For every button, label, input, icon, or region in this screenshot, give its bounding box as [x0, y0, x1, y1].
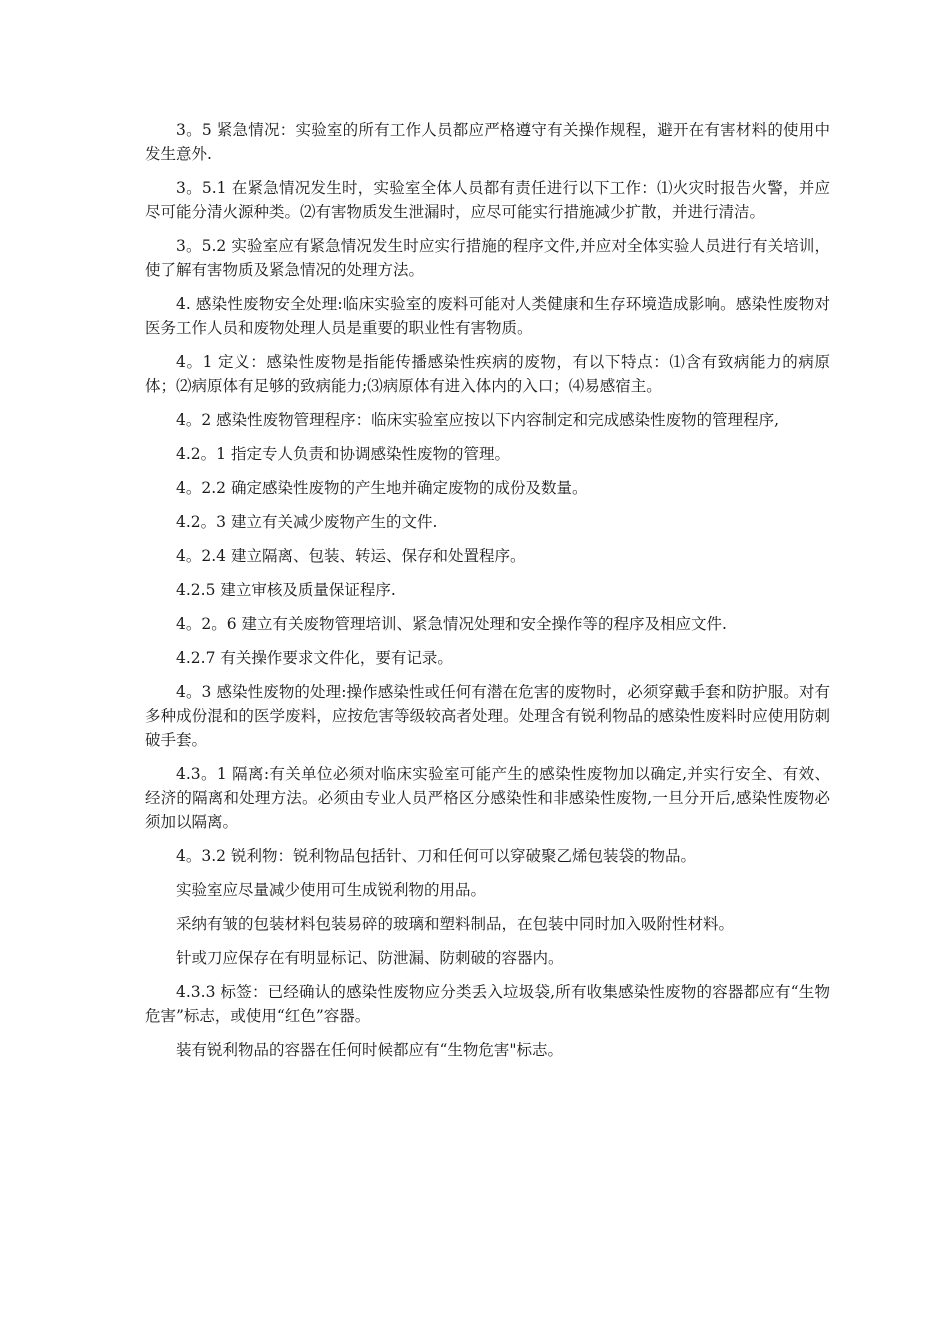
paragraph-4-2-7: 4.2.7 有关操作要求文件化，要有记录。	[176, 649, 453, 667]
paragraph-4-3-2: 4。3.2 锐利物：锐利物品包括针、刀和任何可以穿破聚乙烯包装袋的物品。	[176, 847, 696, 865]
paragraph-4-1: 4。1 定义：感染性废物是指能传播感染性疾病的废物，有以下特点：⑴含有致病能力的病原体；⑵病原体有足够的致病能力;⑶病原体有进入体内的入口；⑷易感宿主。	[145, 353, 830, 395]
paragraph-4-2-3: 4.2。3 建立有关减少废物产生的文件.	[176, 513, 438, 531]
paragraph-4-2: 4。2 感染性废物管理程序：临床实验室应按以下内容制定和完成感染性废物的管理程序,	[176, 411, 780, 429]
paragraph-4-2-5: 4.2.5 建立审核及质量保证程序.	[176, 581, 396, 599]
paragraph-4-2-6: 4。2。6 建立有关废物管理培训、紧急情况处理和安全操作等的程序及相应文件.	[176, 615, 727, 633]
paragraph-3-5-1: 3。5.1 在紧急情况发生时，实验室全体人员都有责任进行以下工作：⑴火灾时报告火警，并应尽可能分清火源种类。⑵有害物质发生泄漏时，应尽可能实行措施减少扩散，并进行清洁。	[145, 179, 830, 221]
paragraph-3-5-2: 3。5.2 实验室应有紧急情况发生时应实行措施的程序文件,并应对全体实验人员进行有关培训，使了解有害物质及紧急情况的处理方法。	[145, 237, 830, 279]
paragraph-packaging: 采纳有皱的包装材料包装易碎的玻璃和塑料制品，在包装中同时加入吸附性材料。	[176, 915, 735, 933]
paragraph-4-3-1: 4.3。1 隔离:有关单位必须对临床实验室可能产生的感染性废物加以确定,并实行安全、有效、经济的隔离和处理方法。必须由专业人员严格区分感染性和非感染性废物,一旦分开后,感染性废物必须加以隔离。	[145, 765, 830, 831]
paragraph-4-3: 4。3 感染性废物的处理:操作感染性或任何有潜在危害的废物时，必须穿戴手套和防护服。对有多种成份混和的医学废料，应按危害等级较高者处理。处理含有锐利物品的感染性废料时应使用防刺破手套。	[145, 683, 830, 749]
paragraph-4-3-3: 4.3.3 标签：已经确认的感染性废物应分类丢入垃圾袋,所有收集感染性废物的容器都应有“生物危害”标志，或使用“红色”容器。	[145, 983, 830, 1025]
document-body	[145, 118, 830, 1072]
paragraph-needle-storage: 针或刀应保存在有明显标记、防泄漏、防刺破的容器内。	[176, 949, 564, 967]
paragraph-sharps-label: 装有锐利物品的容器在任何时候都应有“生物危害"标志。	[176, 1041, 564, 1059]
paragraph-4-2-2: 4。2.2 确定感染性废物的产生地并确定废物的成份及数量。	[176, 479, 588, 497]
paragraph-4: 4. 感染性废物安全处理:临床实验室的废料可能对人类健康和生存环境造成影响。感染性废物对医务工作人员和废物处理人员是重要的职业性有害物质。	[145, 295, 830, 337]
paragraph-4-2-4: 4。2.4 建立隔离、包装、转运、保存和处置程序。	[176, 547, 526, 565]
paragraph-4-2-1: 4.2。1 指定专人负责和协调感染性废物的管理。	[176, 445, 510, 463]
paragraph-3-5: 3。5 紧急情况：实验室的所有工作人员都应严格遵守有关操作规程，避开在有害材料的使用中发生意外.	[145, 121, 830, 163]
paragraph-sharps-reduce: 实验室应尽量减少使用可生成锐利物的用品。	[176, 881, 487, 899]
